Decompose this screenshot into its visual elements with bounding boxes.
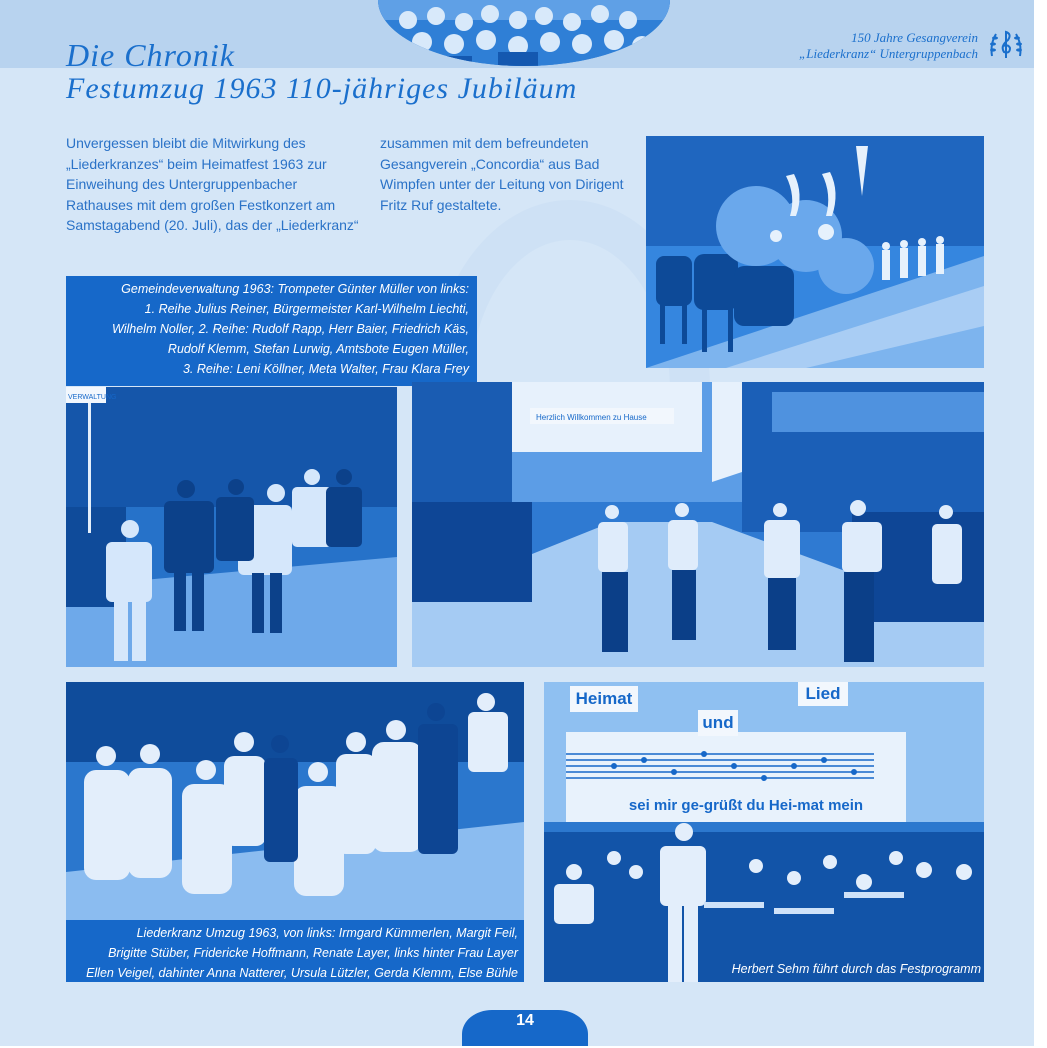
caption-line: Brigitte Stüber, Fridericke Hoffmann, Renate Layer, links hinter Frau Layer	[108, 946, 518, 960]
caption-line: Gemeindeverwaltung 1963: Trompeter Günter Müller von links:	[121, 282, 469, 296]
photo-horse-float	[646, 136, 984, 368]
stage-lyric: sei mir ge-grüßt du Hei-mat mein	[628, 797, 864, 814]
intro-text-col1: Unvergessen bleibt die Mitwirkung des „Liederkranzes“ beim Heimatfest 1963 zur Einweihung des Untergruppenbacher Rathauses mit dem großen Festkonzert am Samstagabend (20. Juli), das der „Liederkranz“	[66, 135, 359, 233]
treble-clef-laurel-icon	[988, 26, 1024, 62]
photo-stage-concert	[544, 682, 984, 982]
caption-line: Ellen Veigel, dahinter Anna Natterer, Ursula Lützler, Gerda Klemm, Else Bühle	[86, 966, 518, 980]
anniversary-line-2: „Liederkranz“ Untergruppenbach	[799, 46, 978, 61]
stage-sign-und: und	[698, 710, 738, 736]
stage-sign-lied: Lied	[798, 682, 848, 706]
anniversary-header	[799, 30, 978, 62]
page-title: Die Chronik	[66, 37, 235, 73]
caption-line: Wilhelm Noller, 2. Reihe: Rudolf Rapp, Herr Baier, Friedrich Käs,	[112, 322, 469, 336]
caption-line: Rudolf Klemm, Stefan Lurwig, Amtsbote Eugen Müller,	[167, 342, 469, 356]
page-number: 14	[462, 1010, 588, 1046]
caption-liederkranz-umzug	[66, 920, 524, 982]
photo-liederkranz-women	[66, 682, 524, 920]
flag-text: VERWALTUNG	[68, 394, 117, 401]
photo-street-procession	[412, 382, 984, 667]
caption-line: 1. Reihe Julius Reiner, Bürgermeister Karl-Wilhelm Liechti,	[144, 302, 469, 316]
caption-gemeindeverwaltung	[66, 276, 477, 386]
caption-festprogramm: Herbert Sehm führt durch das Festprogramm	[731, 962, 981, 976]
stage-sign-heimat: Heimat	[570, 686, 638, 712]
caption-line: Liederkranz Umzug 1963, von links: Irmgard Kümmerlen, Margit Feil,	[136, 926, 518, 940]
anniversary-line-1: 150 Jahre Gesangverein	[851, 30, 978, 45]
intro-text-col2: zusammen mit dem befreundeten Gesangverein „Concordia“ aus Bad Wimpfen unter der Leitung von Dirigent Fritz Ruf gestaltete.	[380, 135, 624, 213]
banner-text: Herzlich Willkommen zu Hause	[536, 413, 647, 422]
page-subtitle: Festumzug 1963 110-jähriges Jubiläum	[66, 72, 578, 105]
photo-trumpeter-procession	[66, 387, 397, 667]
caption-line: 3. Reihe: Leni Köllner, Meta Walter, Frau Klara Frey	[182, 362, 469, 376]
